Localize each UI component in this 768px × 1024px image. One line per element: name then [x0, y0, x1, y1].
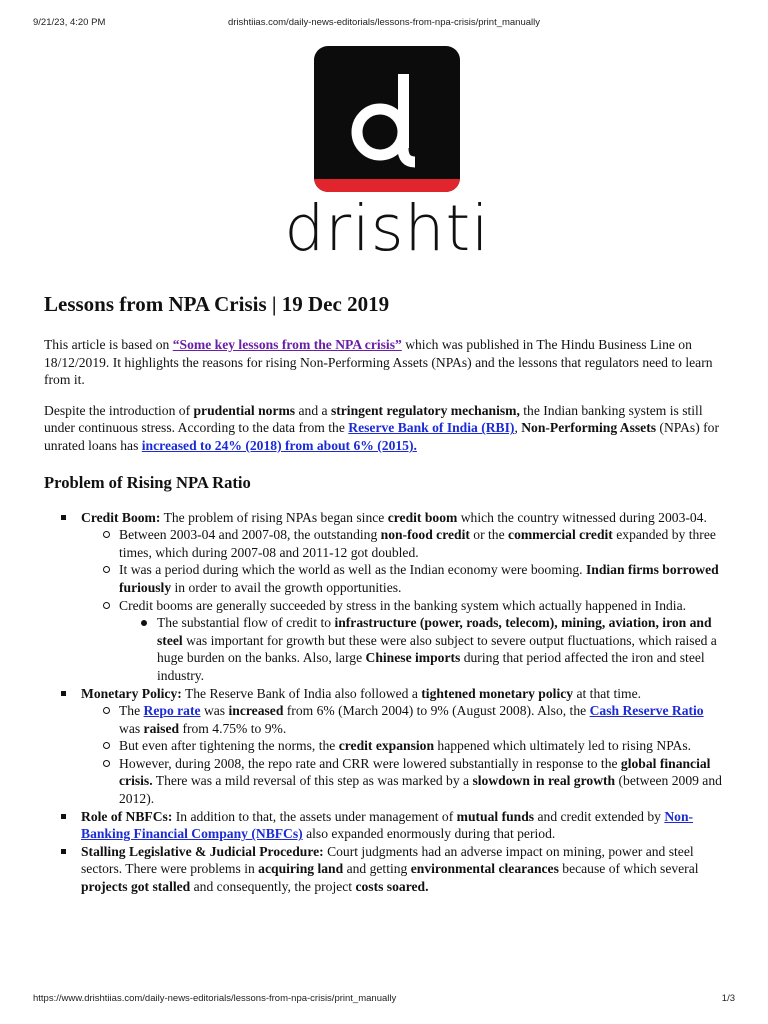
- text: Between 2003-04 and 2007-08, the outstanding: [119, 527, 381, 543]
- text: happened which ultimately led to rising NPAs.: [434, 738, 692, 754]
- text: was important for growth but these were also subject to severe output fluctuations, which raised a huge burden on the banks. Also, large: [157, 632, 717, 666]
- bold-text: Chinese imports: [365, 650, 461, 666]
- drishti-logo[interactable]: [282, 46, 492, 268]
- text: However, during 2008, the repo rate and CRR were lowered substantially in response to the: [119, 755, 621, 771]
- text: and getting: [343, 861, 411, 877]
- bold-text: credit expansion: [338, 738, 435, 754]
- text: in order to avail the growth opportunities.: [171, 579, 402, 595]
- list-item-credit-boom: [81, 509, 724, 685]
- reasons-list: [44, 509, 724, 896]
- bold-text: commercial credit: [508, 527, 613, 543]
- bold-text: credit boom: [387, 509, 458, 525]
- list-item-nbfc: [81, 808, 724, 843]
- bold-text: acquiring land: [258, 861, 344, 877]
- logo-wordmark: drishti: [284, 192, 490, 265]
- text: The Reserve Bank of India also followed a: [181, 685, 422, 701]
- article: [44, 290, 724, 896]
- bold-text: global financial crisis.: [119, 755, 711, 789]
- text: at that time.: [573, 685, 642, 701]
- repo-rate-link[interactable]: Repo rate: [143, 703, 201, 719]
- footer-url: https://www.drishtiias.com/daily-news-editorials/lessons-from-npa-crisis/print_manually: [33, 993, 397, 1004]
- bold-text: mutual funds: [456, 808, 535, 824]
- text: It was a period during which the world as well as the Indian economy were booming.: [119, 562, 586, 578]
- bold-text: projects got stalled: [81, 879, 191, 895]
- bold-text: Non-Performing Assets: [521, 420, 657, 436]
- section-heading: Problem of Rising NPA Ratio: [44, 472, 251, 492]
- list-item-legislative: [81, 843, 724, 896]
- item-label: Monetary Policy:: [81, 685, 182, 701]
- bold-text: Indian firms borrowed furiously: [119, 562, 719, 595]
- bold-text: prudential norms: [193, 402, 296, 418]
- text: was: [200, 703, 229, 719]
- bold-text: raised: [143, 720, 180, 736]
- text: (between 2009 and 2012).: [119, 773, 722, 807]
- text: and credit extended by: [534, 808, 665, 824]
- text: from 4.75% to 9%.: [179, 720, 287, 736]
- sub-list: [81, 702, 724, 808]
- bold-text: costs soared.: [355, 879, 429, 895]
- bold-text: increased: [228, 703, 284, 719]
- text: ,: [514, 420, 522, 436]
- bold-text: infrastructure (power, roads, telecom), mining, aviation, iron and steel: [157, 615, 712, 648]
- list-item: [119, 755, 724, 808]
- text: and consequently, the project: [190, 879, 356, 895]
- text: which the country witnessed during 2003-04.: [457, 509, 707, 525]
- intro-paragraph: [44, 336, 724, 389]
- bold-text: slowdown in real growth: [472, 773, 616, 789]
- text: and a: [295, 402, 331, 418]
- bold-text: non-food credit: [380, 527, 470, 543]
- text: from 6% (March 2004) to 9% (August 2008). Also, the: [283, 703, 590, 719]
- context-paragraph: [44, 402, 724, 455]
- item-label: Credit Boom:: [81, 509, 161, 525]
- bold-text: stringent regulatory mechanism,: [330, 402, 520, 418]
- text: This article is based on: [44, 337, 173, 352]
- list-item: [119, 526, 724, 561]
- source-article-link[interactable]: “Some key lessons from the NPA crisis”: [172, 337, 402, 352]
- text: (NPAs) for unrated loans has: [44, 420, 719, 453]
- text: In addition to that, the assets under management of: [172, 808, 457, 824]
- print-url: drishtiias.com/daily-news-editorials/lessons-from-npa-crisis/print_manually: [227, 17, 541, 28]
- list-item-monetary-policy: [81, 685, 724, 808]
- drishti-d-logo-icon: [314, 46, 460, 192]
- list-item: [119, 702, 724, 737]
- text: was: [119, 720, 144, 736]
- text: Court judgments had an adverse impact on mining, power and steel sectors. There were problems in: [81, 843, 694, 877]
- list-item: [119, 737, 724, 755]
- sub-list: [81, 526, 724, 684]
- bold-text: tightened monetary policy: [421, 685, 574, 701]
- text: which was published in The Hindu Business Line on 18/12/2019. It highlights the reasons for rising Non-Performing Assets (NPAs) and the lessons that regulators need to learn from it.: [44, 337, 713, 388]
- text: The substantial flow of credit to: [157, 615, 335, 631]
- text: Despite the introduction of: [44, 402, 194, 418]
- text: Credit booms are generally succeeded by stress in the banking system which actually happened in India.: [119, 597, 686, 613]
- npa-data-link[interactable]: increased to 24% (2018) from about 6% (2015).: [141, 437, 417, 453]
- list-item: [157, 614, 724, 684]
- text: The: [119, 703, 144, 719]
- text: or the: [469, 527, 509, 543]
- article-title: Lessons from NPA Crisis | 19 Dec 2019: [44, 292, 390, 316]
- page-number: 1/3: [721, 993, 735, 1004]
- sub-sub-list: [119, 614, 724, 684]
- item-label: Stalling Legislative & Judicial Procedure:: [81, 843, 324, 859]
- logo-red-stripe: [314, 179, 460, 192]
- text: because of which several: [558, 861, 699, 877]
- item-label: Role of NBFCs:: [81, 808, 173, 824]
- rbi-link[interactable]: Reserve Bank of India (RBI): [348, 420, 515, 436]
- bold-text: environmental clearances: [410, 861, 559, 877]
- list-item: [119, 561, 724, 596]
- text: also expanded enormously during that period.: [302, 826, 556, 842]
- list-item: [119, 597, 724, 685]
- print-datetime: 9/21/23, 4:20 PM: [33, 17, 106, 28]
- text: the Indian banking system is still under continuous stress. According to the data from the: [44, 402, 703, 436]
- text: The problem of rising NPAs began since: [160, 509, 388, 525]
- text: expanded by three times, which during 2007-08 and 2011-12 got doubled.: [119, 527, 716, 560]
- text: But even after tightening the norms, the: [119, 738, 339, 754]
- text: There was a mild reversal of this step as was marked by a: [152, 773, 473, 789]
- text: during that period affected the iron and steel industry.: [157, 650, 705, 683]
- cash-reserve-ratio-link[interactable]: Cash Reserve Ratio: [589, 703, 704, 719]
- nbfc-link[interactable]: Non-Banking Financial Company (NBFCs): [81, 808, 694, 842]
